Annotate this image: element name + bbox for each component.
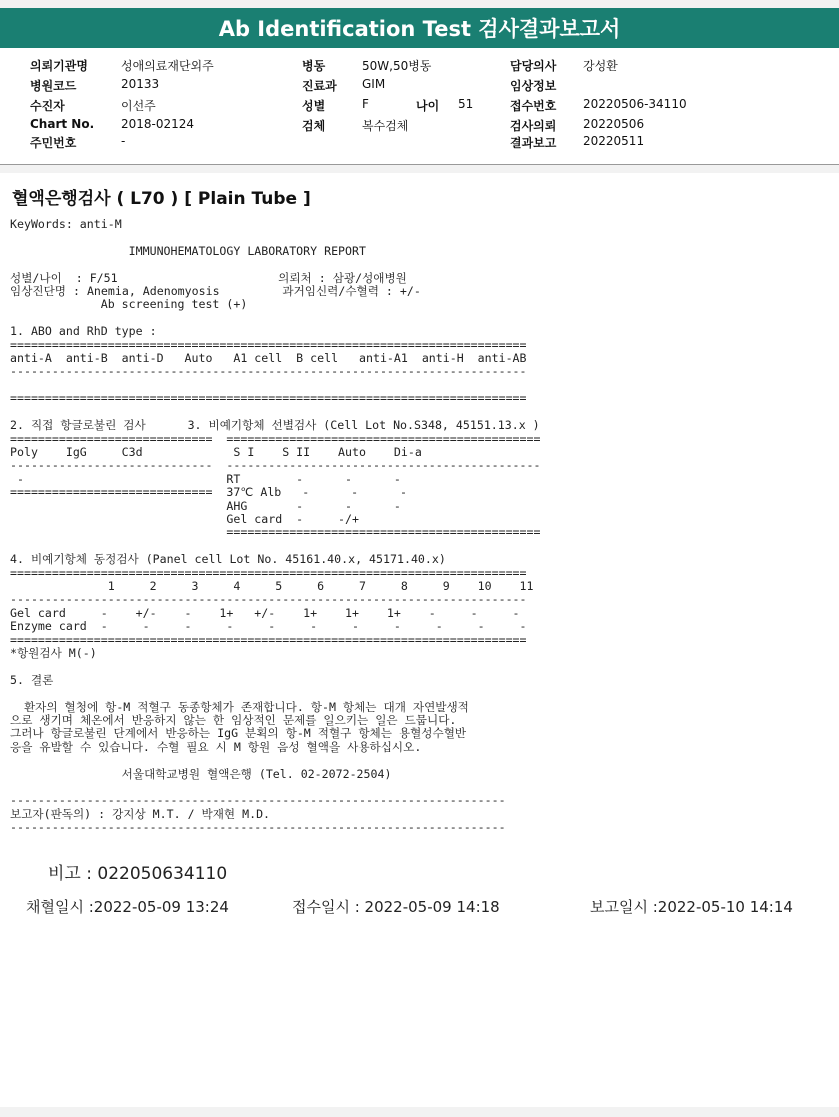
section-title: 혈액은행검사 ( L70 ) [ Plain Tube ] [12,189,311,209]
label-department: 진료과 [302,79,337,93]
section-separator [0,165,839,173]
label-report-date: 결과보고 [510,136,557,150]
label-institution: 의뢰기관명 [30,59,88,73]
lab-report-body: KeyWords: anti-M IMMUNOHEMATOLOGY LABORATORY REPORT 성별/나이 : F/51 의뢰처 : 삼광/성애병원 임상진단명 : Anemia, Adenomyosis 과거임신력/수혈력 : +/- Ab screening test (+) 1. ABO and RhD type : ========================================================================== anti-A anti-B anti-D Auto A1 cell B cell anti-A1 anti-H anti-AB -------------------------------------------------------------------------- ========================================================================== 2. 직접 항글로불린 검사 3. 비예기항체 선별검사 (Cell Lot No.S348, 45151.13.x ) ============================= ============================================= Poly IgG C3d S I S II Auto Di-a ----------------------------- --------------------------------------------- - RT - - - ============================= 37℃ Alb - - - AHG - - - Gel card - -/+ ============================================= 4. 비예기항체 동정검사 (Panel cell Lot No. 45161.40.x, 45171.40.x) ========================================================================== 1 2 3 4 5 6 7 8 9 10 11 -------------------------------------------------------------------------- Gel card - +/- - 1+ +/- 1+ 1+ 1+ - - - Enzyme card - - - - - - - - - - - ========================================================================== *항원검사 M(-) 5. 결론 환자의 혈청에 항-M 적혈구 동종항체가 존재합니다. 항-M 항체는 대개 자연발생적 으로 생기며 체온에서 반응하지 않는 한 임상적인 문제를 일으키는 일은 드뭅니다. 그러나 항글로불린 단계에서 반응하는 IgG 분획의 항-M 적혈구 항체는 용혈성수혈반 응을 유발할 수 있습니다. 수혈 필요 시 M 항원 음성 혈액을 사용하십시오. 서울대학교병원 혈액은행 (Tel. 02-2072-2504) ----------------------------------------------------------------------- 보고자(판독의) : 강지상 M.T. / 박재현 M.D. ----------------------------------------------------------------------- [10,217,541,835]
label-patient: 수진자 [30,99,65,113]
value-specimen: 복수검체 [362,119,409,133]
value-request-date: 20220506 [583,117,645,131]
label-specimen: 검체 [302,119,326,133]
label-accession-no: 접수번호 [510,99,557,113]
label-request-date: 검사의뢰 [510,119,557,133]
value-patient: 이선주 [121,99,156,113]
value-ward: 50W,50병동 [362,59,432,73]
value-accession-no: 20220506-34110 [583,97,687,111]
value-resident-no: - [121,134,126,148]
label-ward: 병동 [302,59,326,73]
label-hospital-code: 병원코드 [30,79,77,93]
reported-datetime: 보고일시 :2022-05-10 14:14 [590,898,793,916]
value-department: GIM [362,77,386,91]
report-title: Ab Identification Test 검사결과보고서 [0,8,839,48]
collected-datetime: 채혈일시 :2022-05-09 13:24 [26,898,229,916]
label-sex: 성별 [302,99,326,113]
bottom-strip [0,1107,839,1117]
label-age: 나이 [416,99,440,113]
value-sex: F [362,97,369,111]
value-report-date: 20220511 [583,134,645,148]
remark: 비고 : 022050634110 [48,864,228,884]
value-physician: 강성환 [583,59,618,73]
received-datetime: 접수일시 : 2022-05-09 14:18 [292,898,500,916]
value-hospital-code: 20133 [121,77,160,91]
top-strip [0,0,839,8]
value-age: 51 [458,97,474,111]
label-chart-no: Chart No. [30,117,95,131]
label-resident-no: 주민번호 [30,136,77,150]
label-clinical-info: 임상정보 [510,79,557,93]
value-institution: 성애의료재단외주 [121,59,214,73]
value-chart-no: 2018-02124 [121,117,195,131]
label-physician: 담당의사 [510,59,557,73]
